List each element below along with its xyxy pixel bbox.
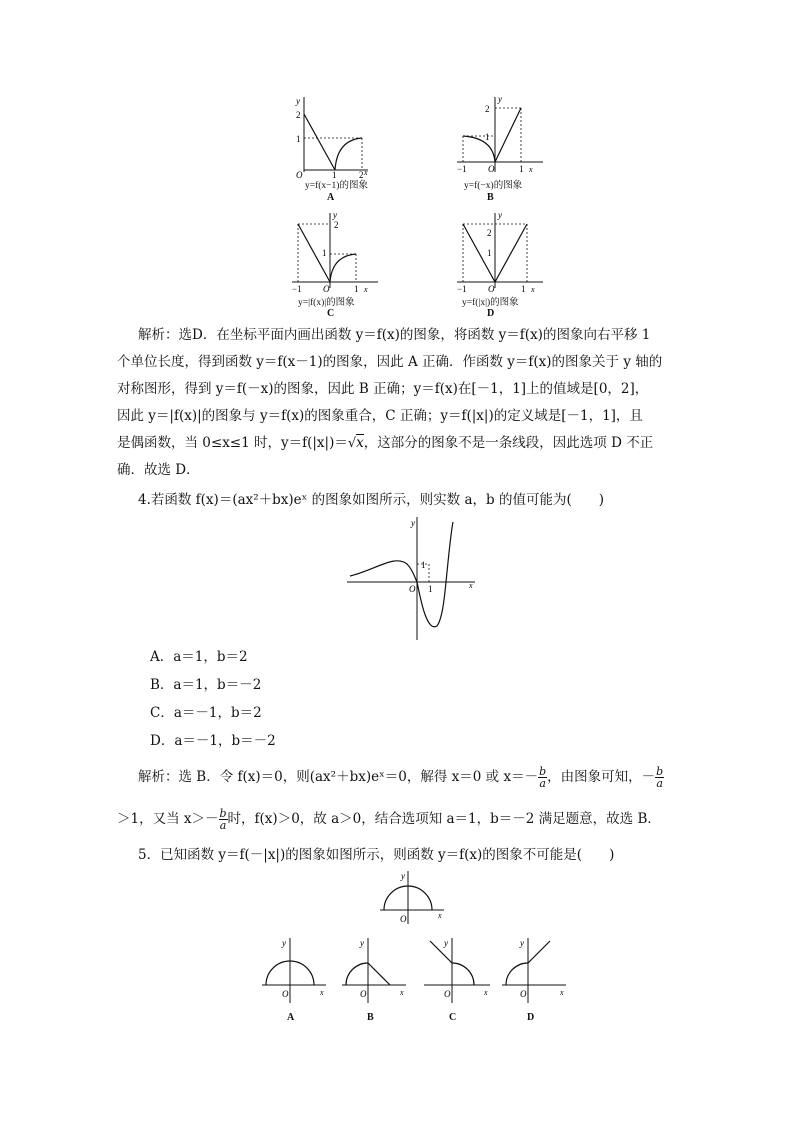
q3d-ytick-2: 2 bbox=[487, 228, 492, 238]
q5-d-svg bbox=[500, 935, 570, 1010]
frac-num: b bbox=[539, 765, 547, 778]
q3c-x-label: x bbox=[364, 285, 368, 294]
q4-solution-line-2 bbox=[117, 808, 661, 831]
fraction-b-over-a-1 bbox=[538, 766, 547, 789]
q4-sol-2a: ＞1，又当 x＞－ bbox=[117, 811, 219, 827]
q4-option-d: D．a＝－1，b＝－2 bbox=[150, 733, 276, 749]
q3-solution-line-1: 解析：选D．在坐标平面内画出函数 y＝f(x)的图象，将函数 y＝f(x)的图象向右平移 1 bbox=[138, 327, 651, 343]
q4-sol-1a: 解析：选 B．令 f(x)＝0，则(ax²＋bx)eˣ＝0，解得 x＝0 或 x＝－ bbox=[138, 769, 539, 785]
q3-solution-line-2: 个单位长度，得到函数 y＝f(x－1)的图象，因此 A 正确．作函数 y＝f(x)的图象关于 y 轴的 bbox=[117, 354, 663, 370]
q3a-letter: A bbox=[327, 192, 335, 203]
q4-xtick-1: 1 bbox=[428, 584, 433, 594]
q3d-letter: D bbox=[487, 308, 495, 319]
q3c-ytick-2: 2 bbox=[334, 220, 339, 230]
q5-given-y: y bbox=[401, 871, 405, 881]
q5c-origin: O bbox=[444, 989, 451, 999]
q3b-caption: y=f(−x)的图象 bbox=[464, 181, 523, 191]
q3-figure-c bbox=[290, 208, 380, 308]
q3c-xtick-1: 1 bbox=[354, 284, 359, 294]
q3b-xtick-neg1: −1 bbox=[457, 164, 467, 174]
q3d-ytick-1: 1 bbox=[487, 248, 492, 258]
q3b-ytick-2: 2 bbox=[485, 104, 490, 114]
q3c-y-label: y bbox=[333, 210, 337, 220]
q3a-xtick-2: 2 bbox=[359, 170, 364, 180]
q4-sol-1b: ，由图象可知，－ bbox=[547, 769, 656, 785]
q3-solution-line-6: 确．故选 D． bbox=[117, 462, 200, 478]
q4-option-b: B．a＝1，b＝－2 bbox=[150, 677, 262, 693]
q5-given-svg bbox=[378, 868, 448, 928]
frac-num: b bbox=[219, 807, 227, 820]
fraction-b-over-a-3 bbox=[219, 808, 228, 831]
q3d-caption: y=f(|x|)的图象 bbox=[462, 298, 519, 308]
q4-solution-line-1 bbox=[138, 766, 664, 789]
q5-option-a-label: A bbox=[287, 1012, 295, 1023]
q3d-xtick-1: 1 bbox=[521, 284, 526, 294]
q3b-ytick-1: 1 bbox=[485, 132, 490, 142]
q5-given-graph bbox=[378, 868, 448, 928]
q5b-x: x bbox=[400, 988, 404, 997]
fraction-b-over-a-2 bbox=[655, 766, 664, 789]
q5a-origin: O bbox=[282, 989, 289, 999]
q5-option-d-graph bbox=[500, 935, 570, 1010]
q3d-y-label: y bbox=[498, 210, 502, 220]
q5-option-b-graph bbox=[340, 935, 410, 1010]
q3a-ytick-1: 1 bbox=[296, 134, 301, 144]
q4-x-label: x bbox=[469, 581, 473, 590]
q5a-y: y bbox=[282, 938, 286, 948]
frac-num: b bbox=[656, 765, 664, 778]
q3c-letter: C bbox=[327, 308, 335, 319]
q5d-x: x bbox=[560, 988, 564, 997]
q4-option-a: A．a＝1，b＝2 bbox=[150, 649, 248, 665]
q4-stem: 4.若函数 f(x)＝(ax²＋bx)eˣ 的图象如图所示，则实数 a，b 的值可能为( ) bbox=[138, 492, 604, 508]
q3a-caption: y=f(x−1)的图象 bbox=[305, 181, 368, 191]
q4-option-c: C．a＝－1，b＝2 bbox=[150, 705, 262, 721]
q4-origin: O bbox=[409, 584, 416, 594]
q5c-y: y bbox=[444, 938, 448, 948]
q3c-xtick-neg1: −1 bbox=[292, 284, 302, 294]
q5-option-c-graph bbox=[422, 935, 494, 1010]
q5-given-origin: O bbox=[400, 914, 407, 924]
q3-figure-d bbox=[455, 208, 545, 308]
q3c-ytick-1: 1 bbox=[322, 248, 327, 258]
q5b-origin: O bbox=[360, 989, 367, 999]
frac-den: a bbox=[539, 777, 546, 790]
q3b-letter: B bbox=[487, 192, 494, 203]
q4-sol-2b: 时，f(x)＞0，故 a＞0，结合选项知 a＝1，b＝－2 满足题意，故选 B． bbox=[227, 811, 661, 827]
q5-option-a-graph bbox=[260, 935, 330, 1010]
q4-y-label: y bbox=[411, 518, 415, 528]
q3a-y-label: y bbox=[296, 96, 300, 106]
q5-a-svg bbox=[260, 935, 330, 1010]
q3-solution-line-5a: 是偶函数，当 0≤x≤1 时，y＝f(|x|)＝ bbox=[117, 435, 348, 451]
q3-solution-line-4: 因此 y＝|f(x)|的图象与 y＝f(x)的图象重合，C 正确；y＝f(|x|)的定义域是[－1，1]，且 bbox=[117, 408, 643, 424]
q5-option-d-label: D bbox=[527, 1012, 535, 1023]
q3-figure-d-graph bbox=[455, 208, 545, 308]
frac-den: a bbox=[219, 819, 227, 832]
q5d-y: y bbox=[520, 938, 524, 948]
sqrt-radicand: x bbox=[356, 435, 364, 451]
q5a-x: x bbox=[320, 988, 324, 997]
q3a-x-label: x bbox=[364, 168, 368, 177]
q5-stem: 5．已知函数 y＝f(－|x|)的图象如图所示，则函数 y＝f(x)的图象不可能是( ) bbox=[138, 847, 615, 863]
q3c-origin: O bbox=[323, 284, 330, 294]
q3c-caption: y=|f(x)|的图象 bbox=[298, 298, 355, 308]
q3-figure-c-graph bbox=[290, 208, 380, 308]
q3-solution-line-5b: ，这部分的图象不是一条线段，因此选项 D 不正 bbox=[363, 435, 654, 451]
q5-given-x: x bbox=[438, 911, 442, 920]
q4-ytick-1: 1 bbox=[421, 560, 426, 570]
q3-solution-line-5 bbox=[117, 433, 653, 454]
q4-graph-svg bbox=[345, 512, 480, 642]
q5d-origin: O bbox=[520, 989, 527, 999]
q3-solution-line-3: 对称图形，得到 y＝f(－x)的图象，因此 B 正确；y＝f(x)在[－1，1]上的值域是[0，2]， bbox=[117, 381, 649, 397]
q3d-origin: O bbox=[488, 284, 495, 294]
q3b-x-label: x bbox=[529, 165, 533, 174]
q3d-xtick-neg1: −1 bbox=[457, 284, 467, 294]
sqrt-symbol: √ bbox=[347, 436, 357, 451]
q3a-ytick-2: 2 bbox=[296, 110, 301, 120]
q5c-x: x bbox=[484, 988, 488, 997]
q3d-x-label: x bbox=[531, 285, 535, 294]
q3a-xtick-1: 1 bbox=[332, 170, 337, 180]
q5-b-svg bbox=[340, 935, 410, 1010]
q4-graph bbox=[345, 512, 480, 642]
q5-c-svg bbox=[422, 935, 494, 1010]
q3a-origin: O bbox=[296, 170, 303, 180]
frac-den: a bbox=[656, 777, 663, 790]
q3b-xtick-1: 1 bbox=[519, 164, 524, 174]
q5-option-c-label: C bbox=[449, 1012, 457, 1023]
q5b-y: y bbox=[360, 938, 364, 948]
q5-option-b-label: B bbox=[367, 1012, 374, 1023]
q3b-origin: O bbox=[488, 164, 495, 174]
q3b-y-label: y bbox=[498, 94, 502, 104]
